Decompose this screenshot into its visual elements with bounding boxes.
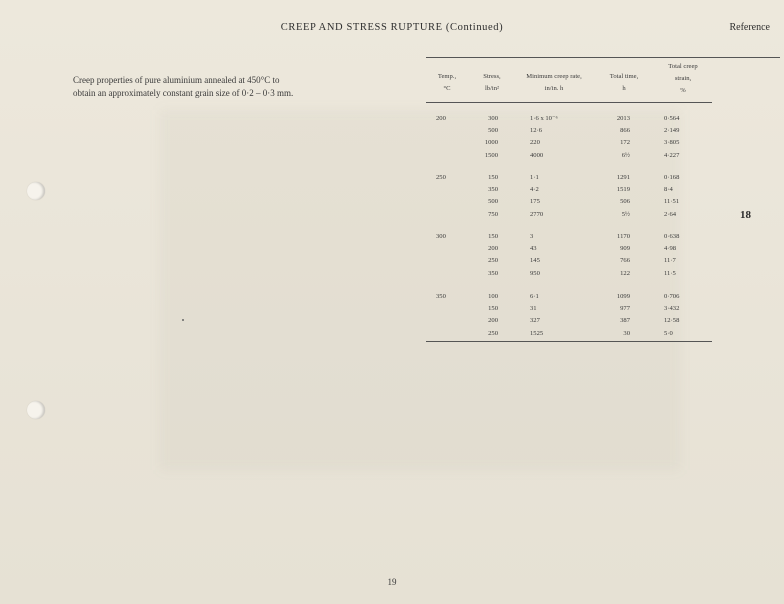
table-cell-stress: 250 (488, 329, 498, 337)
table-cell-strain: 11·7 (664, 257, 676, 265)
table-cell-time: 1170 (617, 233, 630, 240)
table-cell-rate: 3 (530, 233, 534, 240)
table-cell-strain: 0·706 (664, 293, 680, 300)
column-header-line: Temp., (437, 73, 457, 80)
page-number: 19 (387, 577, 397, 587)
running-head: CREEP AND STRESS RUPTURE (Continued) (280, 22, 504, 33)
table-cell-temp: 200 (436, 115, 446, 122)
table-cell-stress: 1500 (484, 151, 498, 159)
table-cell-stress: 750 (488, 210, 498, 218)
table-cell-rate: 12·6 (530, 127, 543, 135)
table-cell-stress: 1000 (484, 139, 498, 147)
table-cell-strain: 5·0 (664, 329, 673, 337)
table-cell-stress: 150 (488, 233, 498, 240)
column-header-total-time (598, 71, 650, 95)
table-cell-stress: 200 (488, 245, 498, 253)
table-cell-rate: 4·2 (530, 186, 539, 194)
table-cell-rate: 1·1 (530, 174, 539, 181)
table-cell-stress: 350 (488, 269, 498, 277)
table-cell-time: 30 (623, 329, 630, 337)
table-cell-stress: 100 (488, 293, 498, 300)
table-cell-strain: 3·805 (664, 139, 680, 147)
table-rule-bottom (426, 341, 712, 342)
reference-label: Reference (729, 22, 770, 33)
stray-ink-mark (182, 319, 184, 321)
caption-line-2: obtain an approximately constant grain size of 0·2 – 0·3 mm. (73, 88, 294, 98)
table-cell-strain: 0·638 (664, 233, 680, 240)
table-cell-stress: 300 (488, 115, 498, 122)
table-cell-strain: 0·168 (664, 174, 680, 181)
table-cell-rate: 220 (530, 139, 540, 147)
table-cell-stress: 250 (488, 257, 498, 265)
column-header-line: Stress, (483, 73, 501, 80)
table-cell-rate: 1·6 x 10⁻⁶ (530, 115, 558, 122)
column-header-stress (470, 71, 514, 95)
column-header-line: °C (443, 85, 451, 92)
table-cell-time: 172 (620, 139, 630, 147)
table-cell-stress: 200 (488, 317, 498, 325)
table-cell-rate: 950 (530, 269, 540, 277)
column-header-line: in/in. h (544, 85, 564, 92)
table-cell-rate: 175 (530, 198, 540, 206)
table-cell-rate: 2770 (530, 210, 544, 218)
table-rule-header (426, 102, 712, 103)
table-cell-strain: 3·432 (664, 305, 680, 313)
table-cell-temp: 250 (436, 174, 446, 181)
table-cell-strain: 12·58 (664, 317, 680, 325)
table-cell-rate: 1525 (530, 329, 544, 337)
reverse-side-show-through (160, 110, 680, 470)
table-cell-time: 909 (620, 245, 630, 253)
table-cell-strain: 2·64 (664, 210, 677, 218)
table-rule-top (426, 57, 780, 58)
table-cell-time: 5½ (621, 210, 630, 218)
table-cell-time: 977 (620, 305, 630, 313)
column-header-line: Total creep (668, 63, 698, 70)
table-cell-time: 866 (620, 127, 630, 135)
table-cell-temp: 350 (436, 293, 446, 300)
table-cell-rate: 145 (530, 257, 540, 265)
table-cell-stress: 500 (488, 127, 498, 135)
table-caption (73, 74, 393, 100)
table-cell-stress: 150 (488, 174, 498, 181)
table-cell-strain: 2·149 (664, 127, 680, 135)
column-header-temp (430, 71, 464, 95)
table-cell-rate: 4000 (530, 151, 544, 159)
caption-line-1: Creep properties of pure aluminium annealed at 450°C to (73, 75, 280, 85)
column-header-creep-strain (650, 61, 716, 97)
column-header-creep-rate (512, 71, 596, 95)
section-number: 18 (740, 209, 751, 221)
table-cell-strain: 11·5 (664, 269, 676, 277)
table-cell-stress: 350 (488, 186, 498, 194)
table-cell-rate: 327 (530, 317, 540, 325)
column-header-line: h (622, 85, 626, 92)
table-cell-temp: 300 (436, 233, 446, 240)
table-cell-strain: 4·227 (664, 151, 680, 159)
column-header-line: lb/in² (484, 85, 500, 92)
table-cell-time: 122 (620, 269, 630, 277)
table-cell-rate: 31 (530, 305, 537, 313)
table-cell-time: 6½ (621, 151, 630, 159)
column-header-line: % (680, 87, 686, 94)
column-header-line: strain, (674, 75, 692, 82)
table-cell-time: 1099 (616, 293, 630, 300)
table-cell-time: 1291 (616, 174, 630, 181)
table-cell-strain: 0·564 (664, 115, 680, 122)
table-cell-rate: 6·1 (530, 293, 539, 300)
column-header-line: Total time, (609, 73, 639, 80)
table-cell-time: 766 (620, 257, 630, 265)
table-cell-stress: 150 (488, 305, 498, 313)
table-cell-time: 1519 (616, 186, 630, 194)
table-cell-strain: 11·51 (664, 198, 680, 206)
table-cell-strain: 4·98 (664, 245, 677, 253)
table-cell-time: 2013 (616, 115, 630, 122)
punch-hole-bottom (27, 401, 45, 419)
table-cell-time: 506 (620, 198, 630, 206)
punch-hole-top (27, 182, 45, 200)
column-header-line: Minimum creep rate, (526, 73, 582, 80)
table-cell-rate: 43 (530, 245, 537, 253)
table-cell-time: 387 (620, 317, 630, 325)
table-cell-stress: 500 (488, 198, 498, 206)
table-cell-strain: 8·4 (664, 186, 673, 194)
